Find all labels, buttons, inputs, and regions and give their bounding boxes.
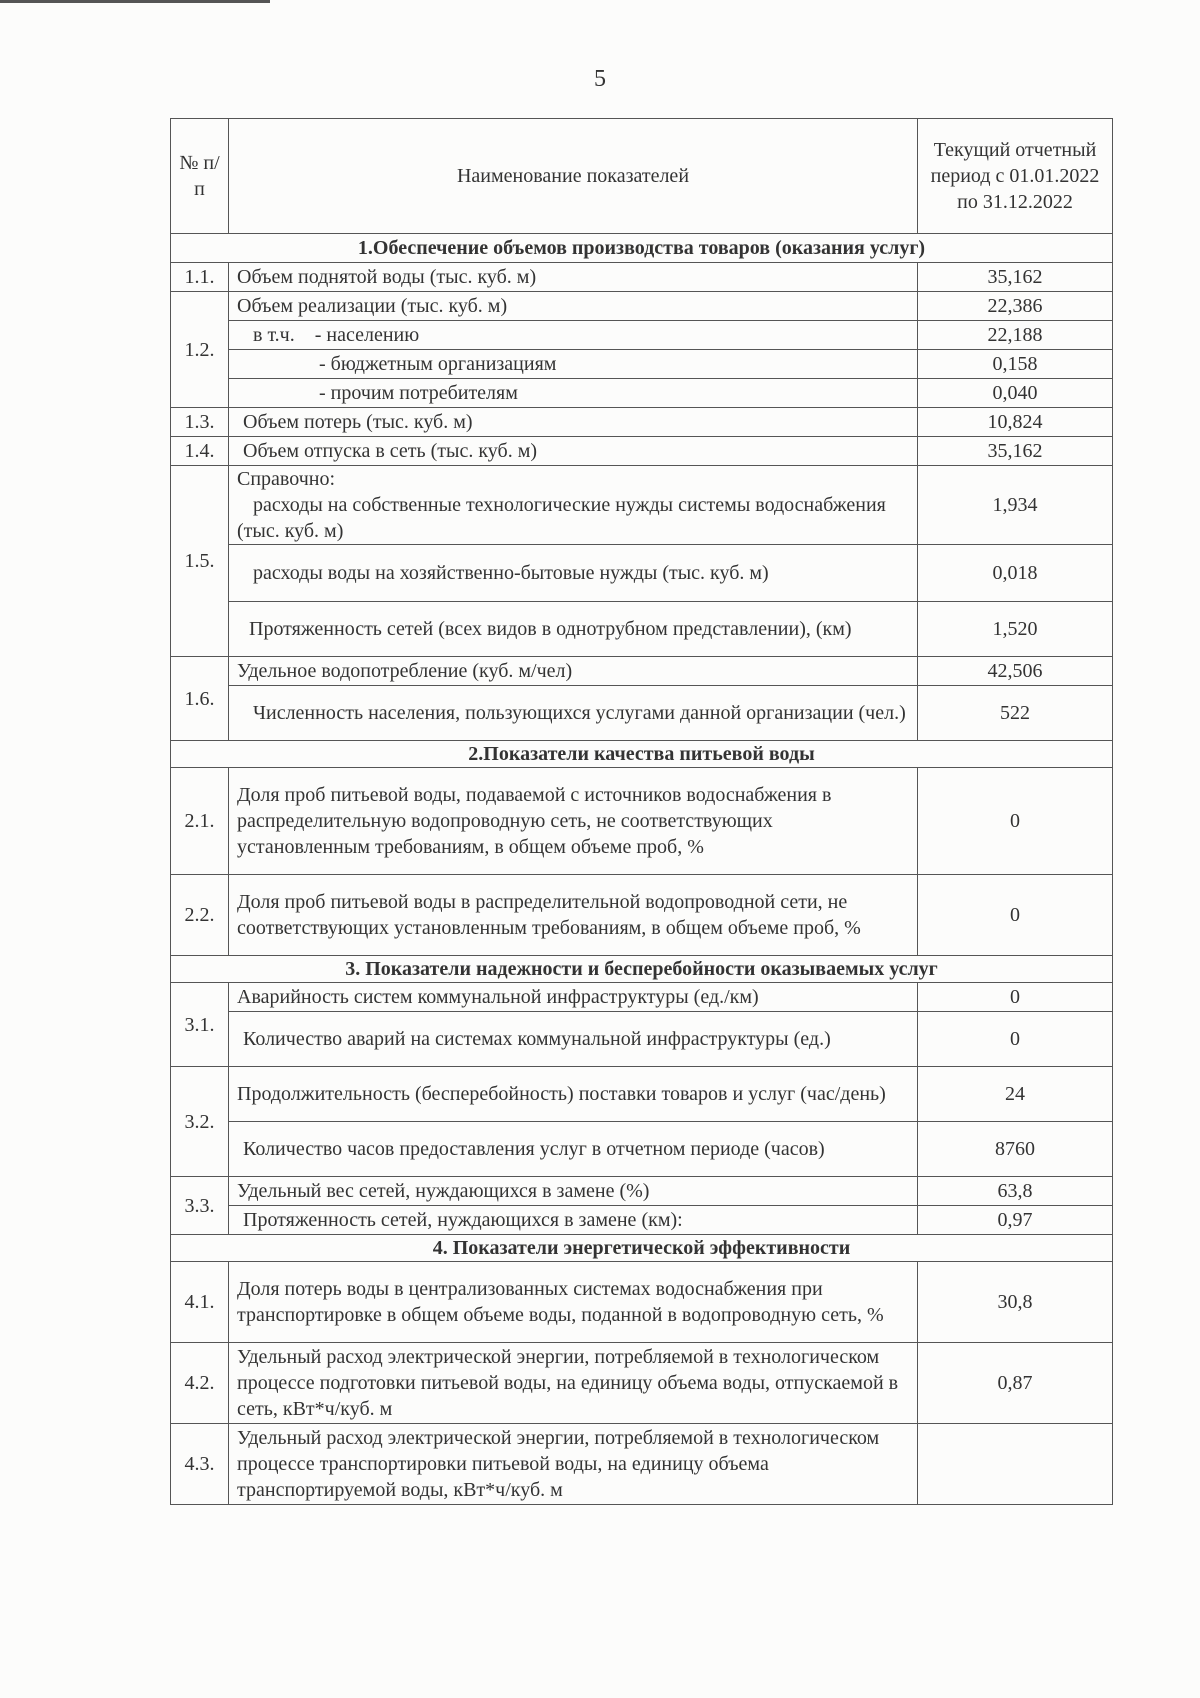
- row-value: 35,162: [918, 263, 1113, 292]
- row-num: 3.2.: [171, 1067, 229, 1177]
- row-name: Удельный расход электрической энергии, потребляемой в технологическом процессе транспортировки питьевой воды, на единицу объема транспортируемой воды, кВт*ч/куб. м: [229, 1424, 918, 1505]
- row-value: 0: [918, 983, 1113, 1012]
- row-value: 0: [918, 768, 1113, 875]
- row-num: 4.3.: [171, 1424, 229, 1505]
- row-name: Количество аварий на системах коммунальной инфраструктуры (ед.): [229, 1012, 918, 1067]
- table-row: [171, 983, 1113, 1012]
- table-header-row: [171, 119, 1113, 234]
- row-value: 10,824: [918, 408, 1113, 437]
- row-value: 0,97: [918, 1206, 1113, 1235]
- section-title-4: 4. Показатели энергетической эффективности: [171, 1235, 1113, 1262]
- row-num: 2.2.: [171, 875, 229, 956]
- row-num: 1.6.: [171, 657, 229, 741]
- row-value: 8760: [918, 1122, 1113, 1177]
- section-title-2: 2.Показатели качества питьевой воды: [171, 741, 1113, 768]
- row-name: Доля проб питьевой воды в распределительной водопроводной сети, не соответствующих установленным требованиям, в общем объеме проб, %: [229, 875, 918, 956]
- row-num: 1.4.: [171, 437, 229, 466]
- table-row: [171, 292, 1113, 321]
- row-name: расходы на собственные технологические нужды системы водоснабжения (тыс. куб. м): [237, 494, 886, 542]
- row-name: Удельное водопотребление (куб. м/чел): [229, 657, 918, 686]
- table-row: [171, 1206, 1113, 1235]
- section-row: [171, 741, 1113, 768]
- table-row: [171, 768, 1113, 875]
- row-name: Численность населения, пользующихся услугами данной организации (чел.): [229, 686, 918, 741]
- table-row: [171, 686, 1113, 741]
- row-name: в т.ч. - населению: [229, 321, 918, 350]
- section-title-3: 3. Показатели надежности и бесперебойности оказываемых услуг: [171, 956, 1113, 983]
- row-name: Продолжительность (бесперебойность) поставки товаров и услуг (час/день): [229, 1067, 918, 1122]
- row-name: Удельный вес сетей, нуждающихся в замене (%): [229, 1177, 918, 1206]
- row-value: 30,8: [918, 1262, 1113, 1343]
- row-name-block: [229, 466, 918, 545]
- row-num: 1.5.: [171, 466, 229, 657]
- row-num: 1.2.: [171, 292, 229, 408]
- row-name: Аварийность систем коммунальной инфраструктуры (ед./км): [229, 983, 918, 1012]
- row-name: Протяженность сетей (всех видов в однотрубном представлении), (км): [229, 602, 918, 657]
- row-value: 0: [918, 1012, 1113, 1067]
- row-value: 24: [918, 1067, 1113, 1122]
- row-num: 3.3.: [171, 1177, 229, 1235]
- row-num: 2.1.: [171, 768, 229, 875]
- header-period: Текущий отчетный период с 01.01.2022 по 31.12.2022: [918, 119, 1113, 234]
- table-row: [171, 379, 1113, 408]
- scan-edge-mark: [0, 0, 270, 3]
- row-name: Объем реализации (тыс. куб. м): [229, 292, 918, 321]
- row-name: Объем поднятой воды (тыс. куб. м): [229, 263, 918, 292]
- row-value: 22,188: [918, 321, 1113, 350]
- row-value: 22,386: [918, 292, 1113, 321]
- row-name: Доля проб питьевой воды, подаваемой с источников водоснабжения в распределительную водопроводную сеть, не соответствующих установленным требованиям, в общем объеме проб, %: [229, 768, 918, 875]
- section-row: [171, 956, 1113, 983]
- row-name: - прочим потребителям: [229, 379, 918, 408]
- row-value: 1,520: [918, 602, 1113, 657]
- row-num: 1.3.: [171, 408, 229, 437]
- header-name: Наименование показателей: [229, 119, 918, 234]
- table-row: [171, 437, 1113, 466]
- table-row: [171, 350, 1113, 379]
- table-row: [171, 602, 1113, 657]
- row-value: [918, 1424, 1113, 1505]
- row-num: 4.1.: [171, 1262, 229, 1343]
- row-num: 3.1.: [171, 983, 229, 1067]
- row-value: 63,8: [918, 1177, 1113, 1206]
- row-value: 0: [918, 875, 1113, 956]
- table-row: [171, 1012, 1113, 1067]
- section-row: [171, 234, 1113, 263]
- row-name: Удельный расход электрической энергии, потребляемой в технологическом процессе подготовки питьевой воды, на единицу объема воды, отпускаемой в сеть, кВт*ч/куб. м: [229, 1343, 918, 1424]
- row-name: Объем потерь (тыс. куб. м): [229, 408, 918, 437]
- row-value: 0,040: [918, 379, 1113, 408]
- row-value: 42,506: [918, 657, 1113, 686]
- section-title-1: 1.Обеспечение объемов производства товаров (оказания услуг): [171, 234, 1113, 263]
- row-name: Доля потерь воды в централизованных системах водоснабжения при транспортировке в общем объеме воды, поданной в водопроводную сеть, %: [229, 1262, 918, 1343]
- row-value: 35,162: [918, 437, 1113, 466]
- table-row: [171, 263, 1113, 292]
- row-value: 0,018: [918, 545, 1113, 602]
- row-value: 1,934: [918, 466, 1113, 545]
- indicators-table: [170, 118, 1113, 1505]
- table-row: [171, 466, 1113, 545]
- table-row: [171, 1177, 1113, 1206]
- row-num: 4.2.: [171, 1343, 229, 1424]
- row-num: 1.1.: [171, 263, 229, 292]
- table-row: [171, 1122, 1113, 1177]
- row-name: Протяженность сетей, нуждающихся в замене (км):: [229, 1206, 918, 1235]
- table-row: [171, 408, 1113, 437]
- table-row: [171, 657, 1113, 686]
- row-name: Объем отпуска в сеть (тыс. куб. м): [229, 437, 918, 466]
- page-number: 5: [594, 66, 606, 92]
- row-value: 0,87: [918, 1343, 1113, 1424]
- row-name-reference: Справочно:: [237, 468, 336, 490]
- table-row: [171, 1067, 1113, 1122]
- table-row: [171, 545, 1113, 602]
- row-name: расходы воды на хозяйственно-бытовые нужды (тыс. куб. м): [229, 545, 918, 602]
- header-num: № п/п: [171, 119, 229, 234]
- row-name: - бюджетным организациям: [229, 350, 918, 379]
- table-row: [171, 1424, 1113, 1505]
- row-value: 522: [918, 686, 1113, 741]
- table-row: [171, 875, 1113, 956]
- table-row: [171, 321, 1113, 350]
- section-row: [171, 1235, 1113, 1262]
- table-row: [171, 1262, 1113, 1343]
- table-row: [171, 1343, 1113, 1424]
- row-name: Количество часов предоставления услуг в отчетном периоде (часов): [229, 1122, 918, 1177]
- row-value: 0,158: [918, 350, 1113, 379]
